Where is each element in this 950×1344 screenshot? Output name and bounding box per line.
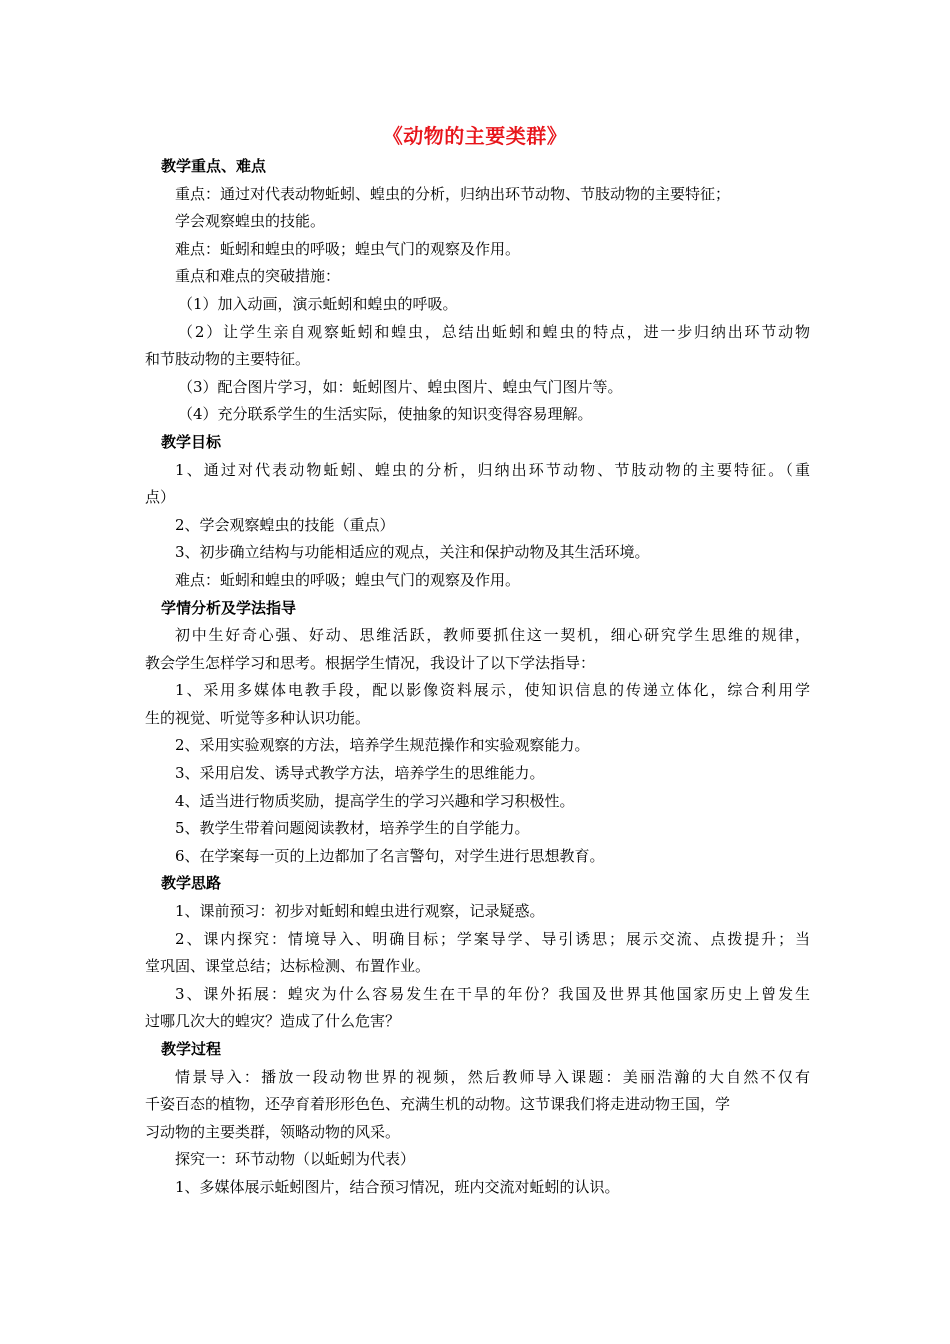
section-heading: 教学过程 [161, 1040, 222, 1058]
paragraph-line: 情景导入：播放一段动物世界的视频，然后教师导入课题：美丽浩瀚的大自然不仅有 [175, 1067, 810, 1086]
paragraph-line: 2、采用实验观察的方法，培养学生规范操作和实验观察能力。 [175, 736, 590, 755]
paragraph-line: （3）配合图片学习，如：蚯蚓图片、蝗虫图片、蝗虫气门图片等。 [178, 377, 623, 396]
paragraph-line: 探究一：环节动物（以蚯蚓为代表） [175, 1150, 416, 1169]
section-heading: 教学重点、难点 [161, 157, 267, 175]
section-heading: 教学目标 [161, 432, 222, 451]
paragraph-line: （2）让学生亲自观察蚯蚓和蝗虫，总结出蚯蚓和蝗虫的特点，进一步归纳出环节动物 [178, 322, 810, 341]
paragraph-line: 1、多媒体展示蚯蚓图片，结合预习情况，班内交流对蚯蚓的认识。 [175, 1177, 620, 1196]
document-title: 《动物的主要类群》 [382, 124, 568, 148]
paragraph-line: 难点：蚯蚓和蝗虫的呼吸；蝗虫气门的观察及作用。 [175, 239, 521, 258]
paragraph-line: 2、学会观察蝗虫的技能（重点） [175, 515, 395, 534]
paragraph-line: 6、在学案每一页的上边都加了名言警句，对学生进行思想教育。 [175, 846, 605, 865]
paragraph-line: 2、课内探究：情境导入、明确目标；学案导学、导引诱思；展示交流、点拨提升；当 [175, 929, 810, 948]
paragraph-line: （1）加入动画，演示蚯蚓和蝗虫的呼吸。 [178, 294, 458, 313]
paragraph-line: 1、通过对代表动物蚯蚓、蝗虫的分析，归纳出环节动物、节肢动物的主要特征。（重 [175, 460, 810, 479]
paragraph-line: 4、适当进行物质奖励，提高学生的学习兴趣和学习积极性。 [175, 791, 575, 810]
paragraph-line: 教会学生怎样学习和思考。根据学生情况，我设计了以下学法指导： [145, 653, 596, 672]
paragraph-line: （4）充分联系学生的生活实际，使抽象的知识变得容易理解。 [178, 405, 593, 424]
paragraph-line: 堂巩固、课堂总结；达标检测、布置作业。 [145, 957, 431, 976]
paragraph-line: 重点和难点的突破措施： [175, 267, 341, 286]
paragraph-line: 学会观察蝗虫的技能。 [175, 212, 326, 231]
paragraph-line: 和节肢动物的主要特征。 [145, 350, 311, 369]
paragraph-line: 生的视觉、听觉等多种认识功能。 [145, 708, 371, 727]
paragraph-line: 千姿百态的植物，还孕育着形形色色、充满生机的动物。这节课我们将走进动物王国，学 [145, 1095, 731, 1114]
paragraph-line: 点） [145, 488, 176, 507]
paragraph-line: 3、初步确立结构与功能相适应的观点，关注和保护动物及其生活环境。 [175, 543, 650, 562]
paragraph-line: 初中生好奇心强、好动、思维活跃，教师要抓住这一契机，细心研究学生思维的规律， [175, 626, 810, 645]
paragraph-line: 3、课外拓展：蝗灾为什么容易发生在干旱的年份？我国及世界其他国家历史上曾发生 [175, 984, 810, 1003]
paragraph-line: 习动物的主要类群，领略动物的风采。 [145, 1122, 401, 1141]
paragraph-line: 5、教学生带着问题阅读教材，培养学生的自学能力。 [175, 819, 530, 838]
paragraph-line: 3、采用启发、诱导式教学方法，培养学生的思维能力。 [175, 764, 545, 783]
paragraph-line: 1、课前预习：初步对蚯蚓和蝗虫进行观察，记录疑惑。 [175, 902, 545, 921]
section-heading: 教学思路 [161, 874, 222, 893]
paragraph-line: 1、采用多媒体电教手段，配以影像资料展示，使知识信息的传递立体化，综合利用学 [175, 681, 810, 700]
document-body [145, 153, 810, 1202]
paragraph-line: 难点：蚯蚓和蝗虫的呼吸；蝗虫气门的观察及作用。 [175, 570, 521, 589]
paragraph-line: 过哪几次大的蝗灾？造成了什么危害？ [145, 1012, 401, 1031]
section-heading: 学情分析及学法指导 [161, 598, 297, 617]
paragraph-line: 重点：通过对代表动物蚯蚓、蝗虫的分析，归纳出环节动物、节肢动物的主要特征； [175, 184, 731, 203]
